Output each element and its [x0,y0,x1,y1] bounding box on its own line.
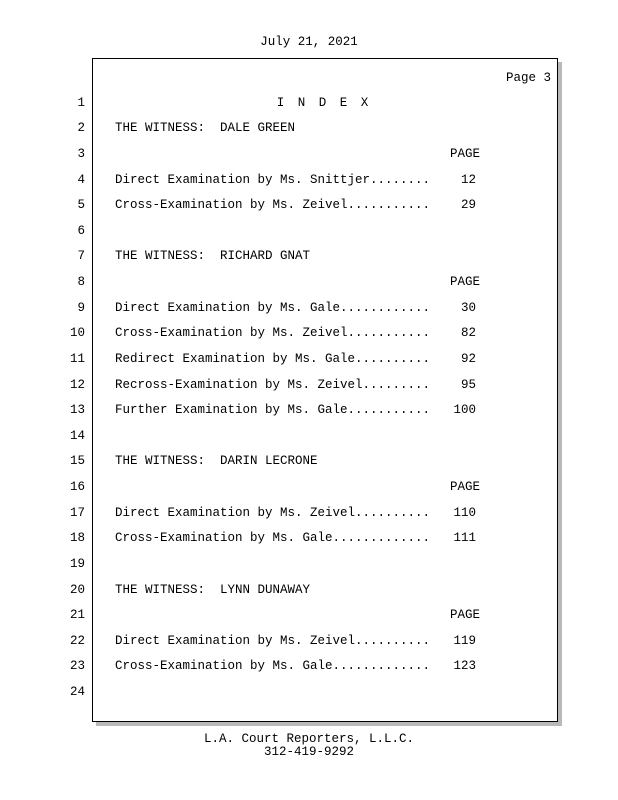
examination-page: 110 [453,506,476,520]
line-number: 3 [77,147,85,161]
examination-entry: Recross-Examination by Ms. Zeivel......... [115,378,431,392]
witness-heading: THE WITNESS: LYNN DUNAWAY [115,583,311,597]
examination-page: 123 [453,659,476,673]
examination-entry: Direct Examination by Ms. Zeivel.......... [115,634,431,648]
line-number: 17 [69,506,85,520]
examination-entry: Further Examination by Ms. Gale........... [115,403,431,417]
witness-heading: THE WITNESS: DALE GREEN [115,121,296,135]
line-number: 8 [77,275,85,289]
line-number: 19 [69,557,85,571]
line-number: 5 [77,198,85,212]
examination-page: 119 [453,634,476,648]
line-number: 12 [69,378,85,392]
line-number: 14 [69,429,85,443]
examination-entry: Cross-Examination by Ms. Gale............. [115,659,431,673]
examination-page: 111 [453,531,476,545]
page-column-heading: PAGE [450,608,481,622]
examination-page: 30 [460,301,476,315]
page-column-heading: PAGE [450,275,481,289]
line-number: 1 [77,96,85,110]
line-number: 20 [69,583,85,597]
line-number: 7 [77,249,85,263]
line-number: 16 [69,480,85,494]
line-number: 10 [69,326,85,340]
examination-entry: Direct Examination by Ms. Snittjer........ [115,173,431,187]
examination-page: 82 [460,326,476,340]
line-number: 21 [69,608,85,622]
examination-entry: Cross-Examination by Ms. Zeivel........... [115,326,431,340]
examination-entry: Redirect Examination by Ms. Gale.......... [115,352,431,366]
line-number: 6 [77,224,85,238]
page-column-heading: PAGE [450,147,481,161]
examination-page: 29 [460,198,476,212]
line-number: 11 [69,352,85,366]
line-number: 2 [77,121,85,135]
witness-heading: THE WITNESS: RICHARD GNAT [115,249,311,263]
line-number: 22 [69,634,85,648]
page-column-heading: PAGE [450,480,481,494]
examination-entry: Cross-Examination by Ms. Gale............. [115,531,431,545]
witness-heading: THE WITNESS: DARIN LECRONE [115,454,318,468]
examination-entry: Direct Examination by Ms. Gale............ [115,301,431,315]
examination-page: 95 [460,378,476,392]
line-number: 18 [69,531,85,545]
line-number: 4 [77,173,85,187]
footer-company: L.A. Court Reporters, L.L.C. [203,732,415,746]
line-number-column [0,0,85,800]
footer-phone: 312-419-9292 [263,745,354,759]
examination-page: 100 [453,403,476,417]
line-number: 24 [69,685,85,699]
index-title: I N D E X [276,96,372,110]
line-number: 9 [77,301,85,315]
page-number-label: Page 3 [505,71,551,85]
line-number: 13 [69,403,85,417]
line-number: 23 [69,659,85,673]
line-number: 15 [69,454,85,468]
examination-page: 92 [460,352,476,366]
examination-entry: Cross-Examination by Ms. Zeivel........... [115,198,431,212]
examination-page: 12 [460,173,476,187]
examination-entry: Direct Examination by Ms. Zeivel.......... [115,506,431,520]
header-date: July 21, 2021 [260,35,358,49]
